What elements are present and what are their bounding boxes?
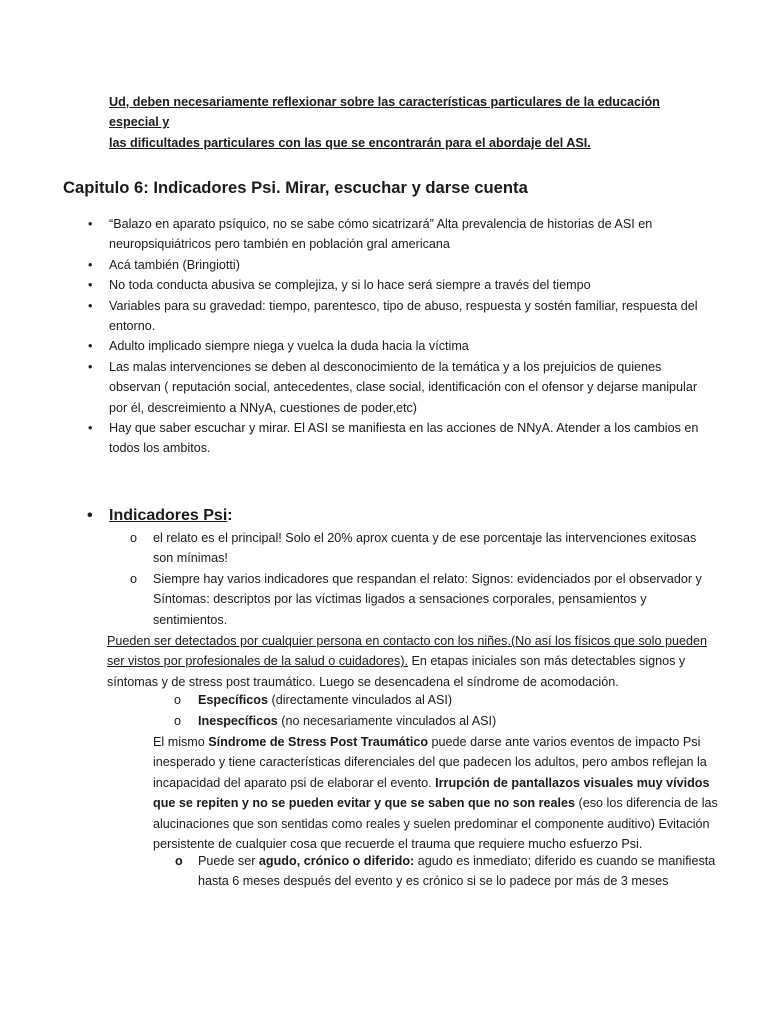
bullet-icon: •: [88, 217, 93, 231]
sindrome-paragraph: El mismo Síndrome de Stress Post Traumático puede darse ante varios eventos de impacto Psi inesperado y tiene características diferenciales del que padecen los adultos, pero ambos reflejan la incapacidad del aparato psi de elaborar el evento. Irrupción de pantallazos visuales muy vívidos que se repiten y no se pueden evitar y que se saben que no son reales (eso los diferencia de las alucinaciones que son sentidas como reales y suelen predominar el componente auditivo) Evitación persistente de cualquier cosa que recuerde el trauma que requiere mucho esfuerzo Psi.: [153, 735, 718, 852]
bullet-icon: •: [88, 339, 93, 354]
list-item: • Acá también (Bringiotti): [109, 255, 709, 275]
indicadores-heading: • Indicadores Psi:: [109, 505, 233, 527]
type-item-inespecificos: o Inespecíficos (no necesariamente vinculados al ASI): [198, 711, 698, 731]
list-item: • Las malas intervenciones se deben al desconocimiento de la temática y a los prejuicios de quienes observan ( reputación social, antecedentes, clase social, identificación con el ofensor y dejarse manipular por él, descreimiento a NNyA, cuestiones de poder,etc): [109, 357, 709, 418]
list-item: • Hay que saber escuchar y mirar. El ASI se manifiesta en las acciones de NNyA. Atender a los cambios en todos los ambitos.: [109, 418, 709, 459]
chapter-heading: Capitulo 6: Indicadores Psi. Mirar, escuchar y darse cuenta: [63, 178, 528, 197]
type-item-especificos: o Específicos (directamente vinculados al ASI): [198, 690, 698, 710]
circle-bullet-icon: o: [174, 714, 182, 728]
intro-line-1: Ud, deben necesariamente reflexionar sobre las características particulares de la educación especial y: [109, 95, 660, 130]
circle-bullet-icon: o: [130, 572, 138, 586]
chapter-bullet-list: [88, 214, 709, 459]
list-item: • Adulto implicado siempre niega y vuelca la duda hacia la víctima: [109, 336, 709, 356]
cronico-item: o Puede ser agudo, crónico o diferido: agudo es inmediato; diferido es cuando se manifiesta hasta 6 meses después del evento y es crónico si se lo padece por más de 3 meses: [198, 851, 718, 892]
bullet-icon: •: [88, 257, 93, 272]
bullet-icon: •: [87, 507, 93, 524]
bullet-icon: •: [88, 421, 93, 436]
circle-bullet-icon: o: [175, 854, 183, 868]
bullet-icon: •: [88, 278, 93, 293]
circle-bullet-icon: o: [174, 693, 182, 707]
bullet-icon: •: [88, 298, 93, 313]
circle-bullet-icon: o: [130, 531, 138, 545]
intro-line-2: las dificultades particulares con las que se encontrarán para el abordaje del ASI.: [109, 135, 591, 150]
list-item: • No toda conducta abusiva se complejiza, y si lo hace será siempre a través del tiempo: [109, 275, 709, 295]
indicadores-sub-item-2: o Siempre hay varios indicadores que respandan el relato: Signos: evidenciados por el observador y Síntomas: descriptos por las víctimas ligados a sensaciones corporales, pensamientos y sentimientos.: [153, 569, 713, 630]
intro-note: [109, 92, 709, 153]
list-item: • Variables para su gravedad: tiempo, parentesco, tipo de abuso, respuesta y sostén familiar, respuesta del entorno.: [109, 296, 709, 337]
detection-paragraph: Pueden ser detectados por cualquier persona en contacto con los niñes.(No así los físicos que solo pueden ser vistos por profesionales de la salud o cuidadores). En etapas iniciales son más detectables signos y síntomas y de stress post traumático. Luego se desencadena el síndrome de acomodación.: [107, 634, 707, 689]
bullet-icon: •: [88, 359, 93, 374]
list-item: • “Balazo en aparato psíquico, no se sabe cómo sicatrizará” Alta prevalencia de historias de ASI en neuropsiquiátricos pero también en población gral americana: [109, 214, 709, 255]
indicadores-sub-item-1: o el relato es el principal! Solo el 20% aprox cuenta y de ese porcentaje las intervenciones exitosas son mínimas!: [153, 528, 713, 569]
